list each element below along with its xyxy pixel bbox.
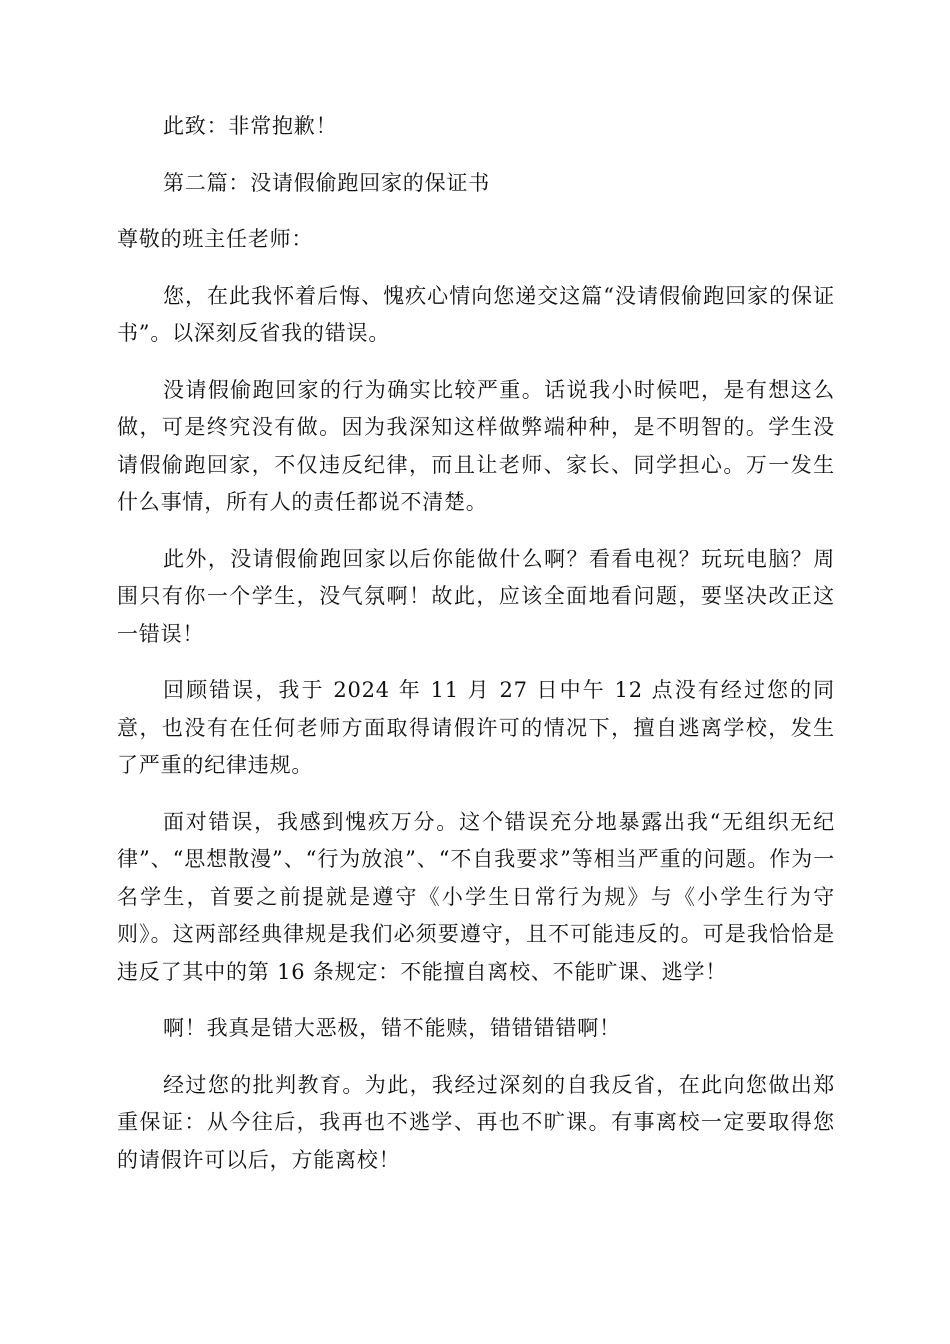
body-paragraph: 没请假偷跑回家的行为确实比较严重。话说我小时候吧，是有想这么做，可是终究没有做。因为我深知这样做弊端种种，是不明智的。学生没请假偷跑回家，不仅违反纪律，而且让老师、家长、同学担心。万一发生什么事情，所有人的责任都说不清楚。 [117,377,835,514]
body-paragraph: 您，在此我怀着后悔、愧疚心情向您递交这篇“没请假偷跑回家的保证书”。以深刻反省我的错误。 [117,283,835,345]
section-title: 第二篇：没请假偷跑回家的保证书 [163,170,490,195]
salutation: 尊敬的班主任老师： [117,227,314,251]
closing-line: 此致：非常抱歉！ [163,114,338,138]
body-paragraph: 回顾错误，我于 2024 年 11 月 27 日中午 12 点没有经过您的同意，也没有在任何老师方面取得请假许可的情况下，擅自逃离学校，发生了严重的纪律违规。 [117,678,835,777]
body-paragraph: 经过您的批判教育。为此，我经过深刻的自我反省，在此向您做出郑重保证：从今往后，我再也不逃学、再也不旷课。有事离校一定要取得您的请假许可以后，方能离校！ [117,1072,835,1172]
body-paragraph: 面对错误，我感到愧疚万分。这个错误充分地暴露出我“无组织无纪律”、“思想散漫”、“行为放浪”、“不自我要求”等相当严重的问题。作为一名学生，首要之前提就是遵守《小学生日常行为规》与《小学生行为守则》。这两部经典律规是我们必须要遵守，且不可能违反的。可是我恰恰是违反了其中的第 16 条规定：不能擅自离校、不能旷课、逃学！ [117,809,835,984]
body-paragraph: 此外，没请假偷跑回家以后你能做什么啊？看看电视？玩玩电脑？周围只有你一个学生，没气氛啊！故此，应该全面地看问题，要坚决改正这一错误！ [117,546,835,646]
document-body [117,108,835,1198]
body-paragraph: 啊！我真是错大恶极，错不能赎，错错错错啊！ [163,1016,621,1040]
